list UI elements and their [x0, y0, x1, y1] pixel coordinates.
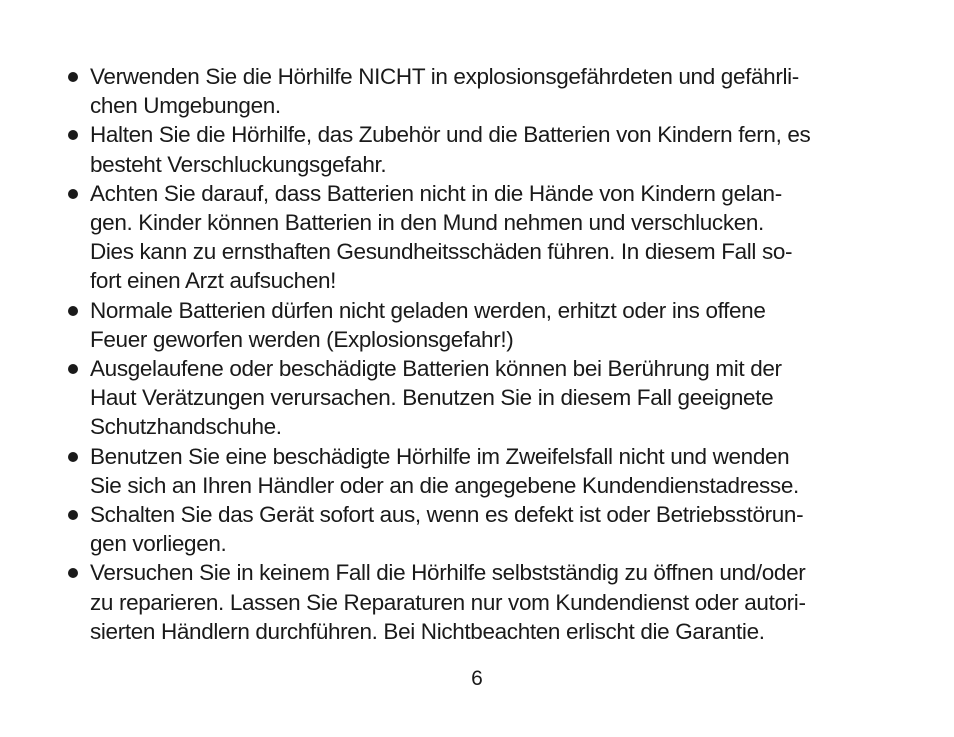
list-item [66, 354, 902, 442]
list-item-line: gen vorliegen. [90, 531, 227, 557]
list-item-line: Versuchen Sie in keinem Fall die Hörhilfe selbstständig zu öffnen und/oder [90, 560, 806, 586]
list-item-line: chen Umgebungen. [90, 93, 281, 119]
list-item [66, 62, 902, 120]
list-item-line: Normale Batterien dürfen nicht geladen werden, erhitzt oder ins offene [90, 297, 766, 323]
list-item-line: Achten Sie darauf, dass Batterien nicht in die Hände von Kindern gelan- [90, 180, 782, 206]
bullet-icon [68, 568, 78, 578]
page-number: 6 [471, 667, 483, 690]
bullet-icon [68, 364, 78, 374]
list-item-line: Haut Verätzungen verursachen. Benutzen Sie in diesem Fall geeignete [90, 385, 774, 411]
bullet-icon [68, 189, 78, 199]
bullet-icon [68, 130, 78, 140]
list-item-line: Benutzen Sie eine beschädigte Hörhilfe im Zweifelsfall nicht und wenden [90, 443, 790, 469]
bullet-icon [68, 452, 78, 462]
list-item-line: Dies kann zu ernsthaften Gesundheitsschäden führen. In diesem Fall so- [90, 239, 793, 265]
list-item-line: sierten Händlern durchführen. Bei Nichtbeachten erlischt die Garantie. [90, 618, 765, 644]
list-item [66, 500, 902, 558]
list-item [66, 442, 902, 500]
list-item [66, 120, 902, 178]
list-item-line: Schutzhandschuhe. [90, 414, 282, 440]
list-item-line: zu reparieren. Lassen Sie Reparaturen nur vom Kundendienst oder autori- [90, 589, 806, 615]
list-item-line: Verwenden Sie die Hörhilfe NICHT in explosionsgefährdeten und gefährli- [90, 64, 799, 89]
bullet-icon [68, 72, 78, 82]
bullet-icon [68, 510, 78, 520]
list-item [66, 179, 902, 296]
list-item-line: Ausgelaufene oder beschädigte Batterien können bei Berührung mit der [90, 356, 782, 382]
list-item-line: Halten Sie die Hörhilfe, das Zubehör und die Batterien von Kindern fern, es [90, 122, 811, 148]
list-item-line: fort einen Arzt aufsuchen! [90, 268, 337, 294]
list-item [66, 558, 902, 646]
list-item-line: Schalten Sie das Gerät sofort aus, wenn es defekt ist oder Betriebsstörun- [90, 502, 804, 528]
list-item [66, 296, 902, 354]
safety-instructions-list [66, 62, 902, 646]
list-item-line: Feuer geworfen werden (Explosionsgefahr!) [90, 326, 514, 352]
bullet-icon [68, 306, 78, 316]
list-item-line: besteht Verschluckungsgefahr. [90, 151, 387, 177]
list-item-line: gen. Kinder können Batterien in den Mund nehmen und verschlucken. [90, 210, 764, 236]
list-item-line: Sie sich an Ihren Händler oder an die angegebene Kundendienstadresse. [90, 472, 799, 498]
